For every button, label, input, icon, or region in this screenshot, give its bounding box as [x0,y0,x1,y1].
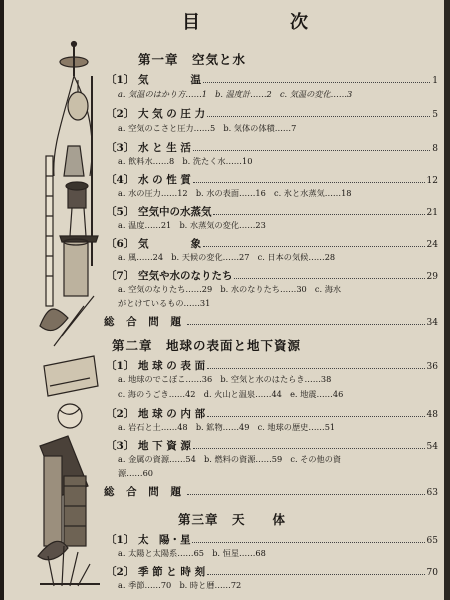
section-entry: 〔1〕 気 温 1 [106,74,438,86]
chapter-heading: 第二章 地球の表面と地下資源 [112,338,302,353]
section-entry: 〔5〕 空気中の水蒸気 21 [106,206,438,218]
subsection-line: がとけているもの……31 [118,298,211,308]
section-entry: 〔3〕 水 と 生 活 8 [106,142,438,154]
subsection-line: a. 地球のでこぼこ……36 b. 空気と水のはたらき……38 [118,374,332,384]
subsection-line: a. 金属の資源……54 b. 燃料の資源……59 c. その他の資 [118,454,342,464]
section-entry: 〔7〕 空気や水のなりたち 29 [106,270,438,282]
section-entry: 〔1〕 地 球 の 表 面 36 [106,360,438,372]
summary-questions-entry: 総 合 問 題 63 [104,486,438,498]
page-title: 目 次 [182,12,344,33]
subsection-line: a. 飲料水……8 b. 洗たく水……10 [118,156,253,166]
chapter-heading: 第一章 空気と水 [138,52,247,67]
section-entry: 〔6〕 気 象 24 [106,238,438,250]
subsection-line: a. 空気のなりたち……29 b. 水のなりたち……30 c. 海水 [118,284,342,294]
section-entry: 〔1〕 太 陽・星 65 [106,534,438,546]
section-entry: 〔2〕 地 球 の 内 部 48 [106,408,438,420]
subsection-line: a. 風……24 b. 天候の変化……27 c. 日本の気候……28 [118,252,336,262]
subsection-line: c. 海のうごき……42 d. 火山と温泉……44 e. 地震……46 [118,389,344,399]
section-entry: 〔3〕 地 下 資 源 54 [106,440,438,452]
section-entry: 〔2〕 大 気 の 圧 力 5 [106,108,438,120]
subsection-line: a. 季節……70 b. 時と暦……72 [118,580,242,590]
section-entry: 〔4〕 水 の 性 質 12 [106,174,438,186]
subsection-line: a. 空気のこさと圧力……5 b. 気体の体積……7 [118,123,297,133]
chapter-heading: 第三章 天 体 [178,512,287,527]
section-entry: 〔2〕 季 節 と 時 刻 70 [106,566,438,578]
subsection-line: a. 岩石と土……48 b. 鉱物……49 c. 地球の歴史……51 [118,422,336,432]
subsection-line: a. 温度……21 b. 水蒸気の変化……23 [118,220,266,230]
subsection-line: a. 気温のはかり方……1 b. 温度計……2 c. 気温の変化……3 [118,89,353,99]
science-apparatus-illustration [34,36,114,600]
subsection-line: 源……60 [118,468,153,478]
summary-questions-entry: 総 合 問 題 34 [104,316,438,328]
toc-page [4,0,444,600]
subsection-line: a. 水の圧力……12 b. 水の表面……16 c. 氷と水蒸気……18 [118,188,352,198]
subsection-line: a. 太陽と太陽系……65 b. 恒星……68 [118,548,266,558]
